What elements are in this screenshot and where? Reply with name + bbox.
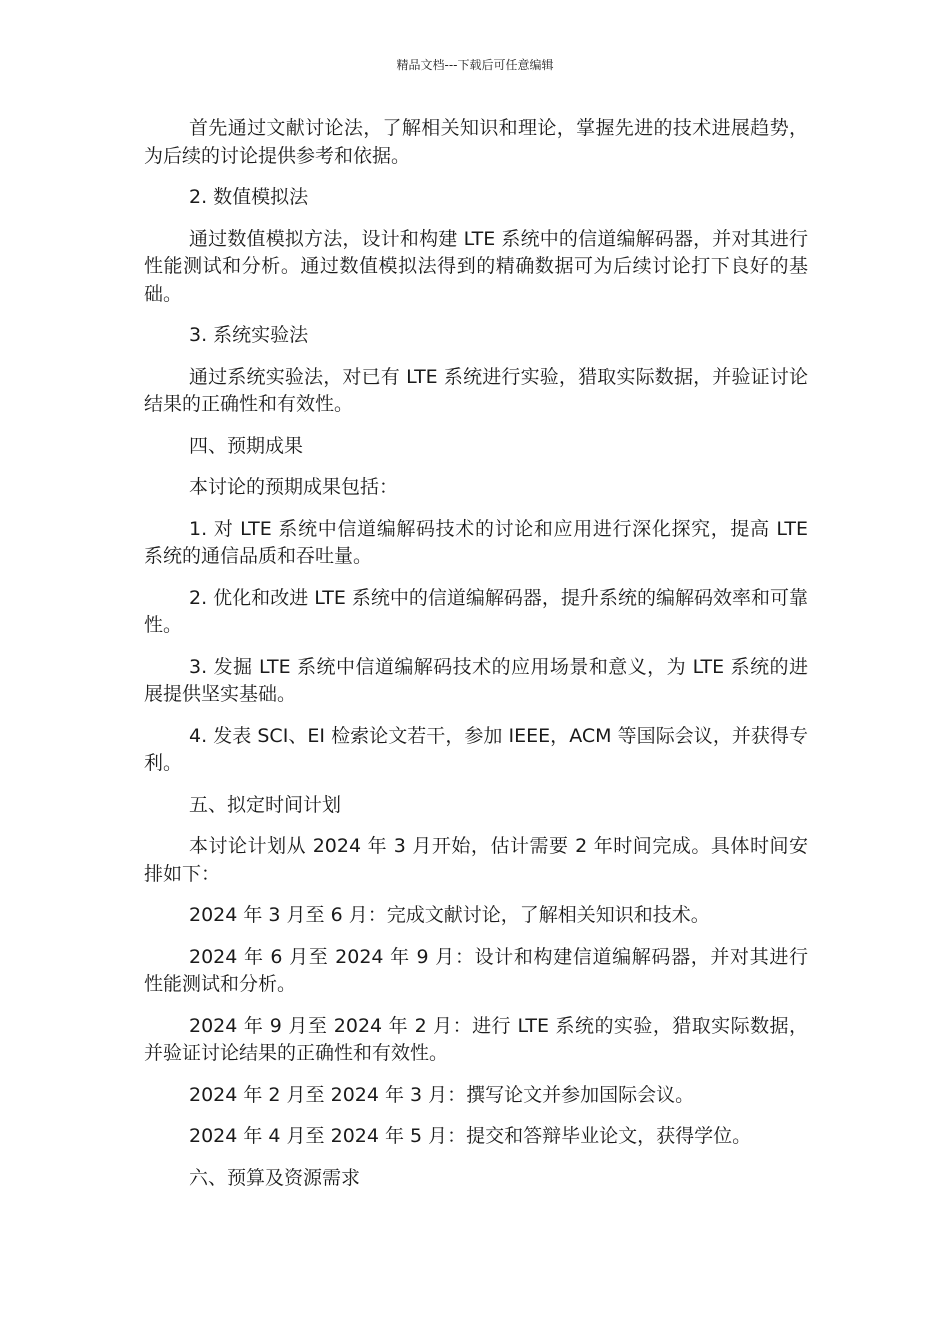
paragraph-system-experiment: 通过系统实验法，对已有 LTE 系统进行实验，猎取实际数据，并验证讨论结果的正确性和有效性。	[144, 365, 808, 415]
timeline-item-4: 2024 年 2 月至 2024 年 3 月：撰写论文并参加国际会议。	[189, 1083, 695, 1106]
paragraph-expected-intro: 本讨论的预期成果包括：	[189, 476, 399, 498]
expected-item-4: 4. 发表 SCI、EI 检索论文若干，参加 IEEE，ACM 等国际会议，并获得专利。	[144, 724, 808, 774]
expected-item-2: 2. 优化和改进 LTE 系统中的信道编解码器，提升系统的编解码效率和可靠性。	[144, 586, 808, 636]
section-heading-budget: 六、预算及资源需求	[189, 1166, 361, 1189]
section-heading-timeline: 五、拟定时间计划	[189, 793, 342, 816]
timeline-item-3: 2024 年 9 月至 2024 年 2 月：进行 LTE 系统的实验，猎取实际数据，并验证讨论结果的正确性和有效性。	[144, 1014, 808, 1064]
section-heading-expected-results: 四、预期成果	[189, 434, 304, 457]
paragraph-literature-method: 首先通过文献讨论法，了解相关知识和理论，掌握先进的技术进展趋势，为后续的讨论提供参考和依据。	[144, 117, 808, 167]
timeline-item-5: 2024 年 4 月至 2024 年 5 月：提交和答辩毕业论文，获得学位。	[189, 1125, 752, 1147]
expected-item-1: 1. 对 LTE 系统中信道编解码技术的讨论和应用进行深化探究，提高 LTE 系统的通信品质和吞吐量。	[144, 517, 808, 567]
expected-item-3: 3. 发掘 LTE 系统中信道编解码技术的应用场景和意义，为 LTE 系统的进展提供坚实基础。	[144, 655, 808, 705]
timeline-item-2: 2024 年 6 月至 2024 年 9 月：设计和构建信道编解码器，并对其进行性能测试和分析。	[144, 945, 808, 995]
paragraph-numerical-simulation: 通过数值模拟方法，设计和构建 LTE 系统中的信道编解码器，并对其进行性能测试和分析。通过数值模拟法得到的精确数据可为后续讨论打下良好的基础。	[144, 227, 808, 305]
paragraph-timeline-intro: 本讨论计划从 2024 年 3 月开始，估计需要 2 年时间完成。具体时间安排如下：	[144, 835, 808, 885]
timeline-item-1: 2024 年 3 月至 6 月：完成文献讨论，了解相关知识和技术。	[189, 904, 710, 926]
page-header: 精品文档---下载后可任意编辑	[396, 58, 554, 72]
heading-system-experiment: 3. 系统实验法	[189, 324, 309, 346]
document-body	[144, 115, 808, 1206]
heading-numerical-simulation: 2. 数值模拟法	[189, 186, 309, 208]
